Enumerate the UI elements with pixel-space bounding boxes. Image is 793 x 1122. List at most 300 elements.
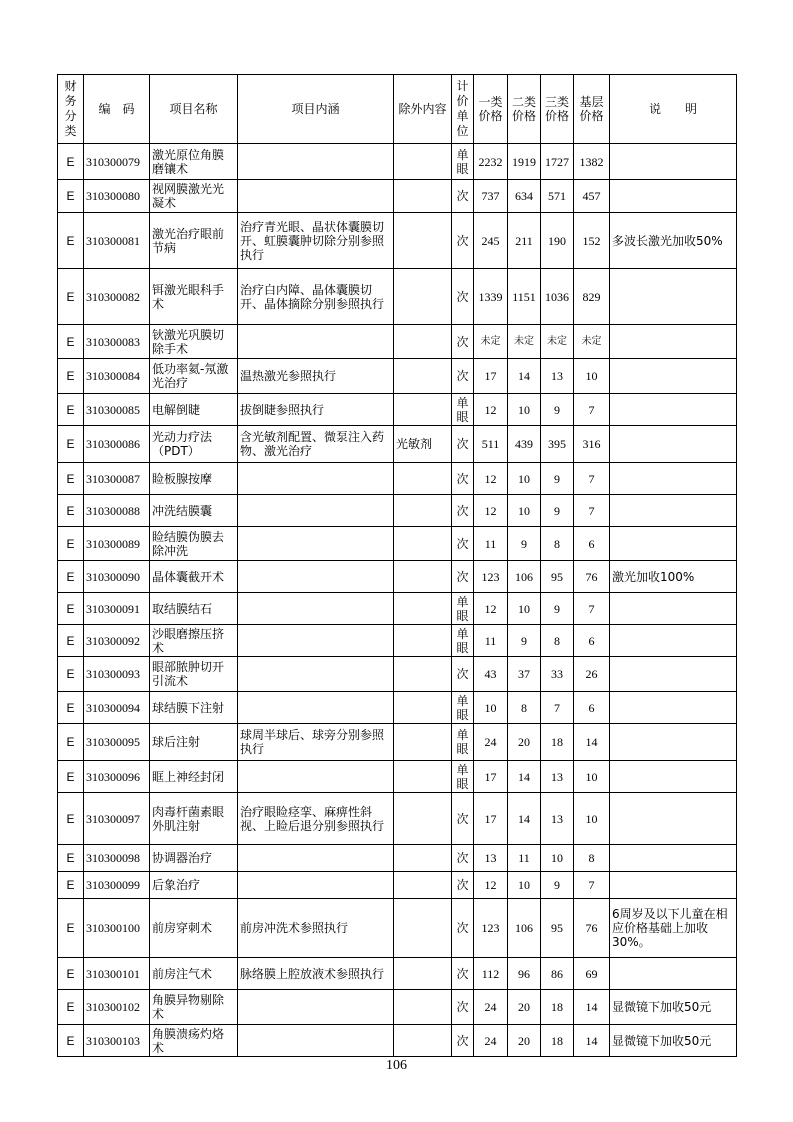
- price-1-cell: 17: [474, 761, 508, 793]
- price-2-cell: 14: [508, 761, 541, 793]
- table-row: [58, 990, 737, 1025]
- price-base-cell: 7: [574, 593, 610, 625]
- category-cell: E: [58, 527, 84, 561]
- table-row: [58, 724, 737, 761]
- content-cell: [238, 593, 394, 625]
- content-cell: 治疗白内障、晶体囊膜切开、晶体摘除分别参照执行: [238, 269, 394, 325]
- excluded-cell: 光敏剂: [394, 426, 452, 463]
- price-base-cell: 14: [574, 724, 610, 761]
- code-cell: 310300081: [84, 213, 150, 269]
- category-cell: E: [58, 561, 84, 593]
- unit-cell: 次: [452, 495, 474, 527]
- price-3-cell: 18: [541, 990, 574, 1025]
- price-1-cell: 17: [474, 793, 508, 845]
- table-row: [58, 180, 737, 213]
- code-cell: 310300100: [84, 899, 150, 958]
- table-row: [58, 144, 737, 180]
- note-cell: 多波长激光加收50%: [610, 213, 737, 269]
- table-row: [58, 958, 737, 990]
- name-cell: 晶体囊截开术: [150, 561, 238, 593]
- header-price-3: 三类价格: [541, 75, 574, 144]
- name-cell: 激光原位角膜磨镶术: [150, 144, 238, 180]
- content-cell: [238, 990, 394, 1025]
- excluded-cell: [394, 359, 452, 394]
- excluded-cell: [394, 269, 452, 325]
- price-1-cell: 123: [474, 561, 508, 593]
- header-category: 财 务 分 类: [58, 75, 84, 144]
- excluded-cell: [394, 1025, 452, 1057]
- price-2-cell: 439: [508, 426, 541, 463]
- price-2-cell: 634: [508, 180, 541, 213]
- content-cell: [238, 761, 394, 793]
- code-cell: 310300094: [84, 692, 150, 724]
- category-cell: E: [58, 657, 84, 692]
- code-cell: 310300103: [84, 1025, 150, 1057]
- price-2-cell: 20: [508, 724, 541, 761]
- price-1-cell: 2232: [474, 144, 508, 180]
- price-1-cell: 未定: [474, 325, 508, 359]
- price-1-cell: 12: [474, 463, 508, 495]
- price-base-cell: 10: [574, 761, 610, 793]
- content-cell: [238, 625, 394, 657]
- unit-cell: 次: [452, 657, 474, 692]
- price-1-cell: 123: [474, 899, 508, 958]
- table-row: [58, 793, 737, 845]
- table-row: [58, 761, 737, 793]
- category-cell: E: [58, 269, 84, 325]
- category-cell: E: [58, 990, 84, 1025]
- price-3-cell: 9: [541, 495, 574, 527]
- unit-cell: 次: [452, 1025, 474, 1057]
- table-row: [58, 872, 737, 899]
- excluded-cell: [394, 845, 452, 872]
- page-number: 106: [386, 1058, 407, 1073]
- code-cell: 310300096: [84, 761, 150, 793]
- price-2-cell: 10: [508, 593, 541, 625]
- note-cell: [610, 761, 737, 793]
- unit-cell: 次: [452, 527, 474, 561]
- excluded-cell: [394, 325, 452, 359]
- category-cell: E: [58, 593, 84, 625]
- category-cell: E: [58, 793, 84, 845]
- category-cell: E: [58, 144, 84, 180]
- price-3-cell: 190: [541, 213, 574, 269]
- price-base-cell: 10: [574, 793, 610, 845]
- name-cell: 角膜异物剔除术: [150, 990, 238, 1025]
- name-cell: 眼部脓肿切开引流术: [150, 657, 238, 692]
- price-3-cell: 1727: [541, 144, 574, 180]
- price-1-cell: 13: [474, 845, 508, 872]
- note-cell: [610, 724, 737, 761]
- price-base-cell: 457: [574, 180, 610, 213]
- content-cell: [238, 872, 394, 899]
- note-cell: 显微镜下加收50元: [610, 990, 737, 1025]
- price-1-cell: 43: [474, 657, 508, 692]
- header-unit: 计 价 单 位: [452, 75, 474, 144]
- excluded-cell: [394, 144, 452, 180]
- excluded-cell: [394, 761, 452, 793]
- price-2-cell: 20: [508, 1025, 541, 1057]
- price-2-cell: 10: [508, 495, 541, 527]
- price-base-cell: 6: [574, 692, 610, 724]
- content-cell: 前房冲洗术参照执行: [238, 899, 394, 958]
- price-1-cell: 11: [474, 625, 508, 657]
- code-cell: 310300089: [84, 527, 150, 561]
- code-cell: 310300092: [84, 625, 150, 657]
- content-cell: [238, 144, 394, 180]
- price-3-cell: 9: [541, 394, 574, 426]
- price-1-cell: 12: [474, 593, 508, 625]
- price-2-cell: 211: [508, 213, 541, 269]
- code-cell: 310300087: [84, 463, 150, 495]
- name-cell: 铒激光眼科手术: [150, 269, 238, 325]
- excluded-cell: [394, 495, 452, 527]
- category-cell: E: [58, 692, 84, 724]
- table-row: [58, 426, 737, 463]
- unit-cell: 次: [452, 872, 474, 899]
- code-cell: 310300079: [84, 144, 150, 180]
- name-cell: 钬激光巩膜切除手术: [150, 325, 238, 359]
- name-cell: 睑结膜伪膜去除冲洗: [150, 527, 238, 561]
- code-cell: 310300085: [84, 394, 150, 426]
- price-2-cell: 37: [508, 657, 541, 692]
- price-3-cell: 未定: [541, 325, 574, 359]
- price-2-cell: 10: [508, 872, 541, 899]
- note-cell: 显微镜下加收50元: [610, 1025, 737, 1057]
- price-1-cell: 12: [474, 495, 508, 527]
- table-row: [58, 394, 737, 426]
- price-1-cell: 11: [474, 527, 508, 561]
- unit-cell: 单眼: [452, 692, 474, 724]
- excluded-cell: [394, 180, 452, 213]
- unit-cell: 次: [452, 463, 474, 495]
- unit-cell: 次: [452, 958, 474, 990]
- excluded-cell: [394, 527, 452, 561]
- name-cell: 前房穿刺术: [150, 899, 238, 958]
- unit-cell: 单眼: [452, 761, 474, 793]
- header-code: 编 码: [84, 75, 150, 144]
- note-cell: [610, 426, 737, 463]
- price-3-cell: 13: [541, 359, 574, 394]
- price-1-cell: 737: [474, 180, 508, 213]
- note-cell: [610, 692, 737, 724]
- code-cell: 310300098: [84, 845, 150, 872]
- fee-table: [57, 74, 737, 1057]
- price-base-cell: 7: [574, 495, 610, 527]
- unit-cell: 单眼: [452, 625, 474, 657]
- name-cell: 电解倒睫: [150, 394, 238, 426]
- price-3-cell: 33: [541, 657, 574, 692]
- excluded-cell: [394, 899, 452, 958]
- price-base-cell: 76: [574, 899, 610, 958]
- price-3-cell: 395: [541, 426, 574, 463]
- header-content: 项目内涵: [238, 75, 394, 144]
- price-3-cell: 8: [541, 625, 574, 657]
- name-cell: 角膜溃疡灼烙术: [150, 1025, 238, 1057]
- content-cell: 温热激光参照执行: [238, 359, 394, 394]
- content-cell: 球周半球后、球旁分别参照执行: [238, 724, 394, 761]
- price-1-cell: 245: [474, 213, 508, 269]
- category-cell: E: [58, 1025, 84, 1057]
- price-3-cell: 95: [541, 561, 574, 593]
- table-row: [58, 625, 737, 657]
- table-row: [58, 495, 737, 527]
- content-cell: [238, 1025, 394, 1057]
- note-cell: [610, 625, 737, 657]
- price-2-cell: 10: [508, 394, 541, 426]
- price-base-cell: 26: [574, 657, 610, 692]
- unit-cell: 单眼: [452, 144, 474, 180]
- header-excluded: 除外内容: [394, 75, 452, 144]
- code-cell: 310300084: [84, 359, 150, 394]
- price-2-cell: 11: [508, 845, 541, 872]
- unit-cell: 次: [452, 990, 474, 1025]
- price-base-cell: 1382: [574, 144, 610, 180]
- price-1-cell: 1339: [474, 269, 508, 325]
- price-base-cell: 10: [574, 359, 610, 394]
- unit-cell: 单眼: [452, 724, 474, 761]
- price-1-cell: 24: [474, 1025, 508, 1057]
- name-cell: 激光治疗眼前节病: [150, 213, 238, 269]
- price-base-cell: 未定: [574, 325, 610, 359]
- price-base-cell: 69: [574, 958, 610, 990]
- header-note: 说 明: [610, 75, 737, 144]
- code-cell: 310300080: [84, 180, 150, 213]
- price-base-cell: 14: [574, 1025, 610, 1057]
- excluded-cell: [394, 394, 452, 426]
- name-cell: 球结膜下注射: [150, 692, 238, 724]
- category-cell: E: [58, 958, 84, 990]
- price-base-cell: 6: [574, 527, 610, 561]
- table-row: [58, 527, 737, 561]
- name-cell: 前房注气术: [150, 958, 238, 990]
- note-cell: [610, 144, 737, 180]
- table-row: [58, 899, 737, 958]
- name-cell: 沙眼磨擦压挤术: [150, 625, 238, 657]
- category-cell: E: [58, 325, 84, 359]
- note-cell: [610, 269, 737, 325]
- name-cell: 冲洗结膜囊: [150, 495, 238, 527]
- code-cell: 310300097: [84, 793, 150, 845]
- price-1-cell: 17: [474, 359, 508, 394]
- table-row: [58, 463, 737, 495]
- unit-cell: 次: [452, 269, 474, 325]
- price-3-cell: 13: [541, 761, 574, 793]
- price-3-cell: 10: [541, 845, 574, 872]
- table-row: [58, 359, 737, 394]
- price-3-cell: 1036: [541, 269, 574, 325]
- content-cell: [238, 845, 394, 872]
- excluded-cell: [394, 958, 452, 990]
- table-row: [58, 269, 737, 325]
- note-cell: [610, 872, 737, 899]
- note-cell: [610, 359, 737, 394]
- name-cell: 睑板腺按摩: [150, 463, 238, 495]
- unit-cell: 次: [452, 213, 474, 269]
- unit-cell: 次: [452, 899, 474, 958]
- unit-cell: 单眼: [452, 593, 474, 625]
- price-1-cell: 511: [474, 426, 508, 463]
- unit-cell: 次: [452, 426, 474, 463]
- name-cell: 视网膜激光光凝术: [150, 180, 238, 213]
- price-2-cell: 106: [508, 899, 541, 958]
- content-cell: 拔倒睫参照执行: [238, 394, 394, 426]
- header-price-base: 基层价格: [574, 75, 610, 144]
- category-cell: E: [58, 899, 84, 958]
- note-cell: 6周岁及以下儿童在相应价格基础上加收30%。: [610, 899, 737, 958]
- unit-cell: 次: [452, 359, 474, 394]
- price-1-cell: 112: [474, 958, 508, 990]
- price-1-cell: 24: [474, 724, 508, 761]
- price-3-cell: 18: [541, 1025, 574, 1057]
- unit-cell: 次: [452, 561, 474, 593]
- price-2-cell: 14: [508, 793, 541, 845]
- excluded-cell: [394, 692, 452, 724]
- category-cell: E: [58, 495, 84, 527]
- price-2-cell: 1919: [508, 144, 541, 180]
- price-3-cell: 9: [541, 463, 574, 495]
- excluded-cell: [394, 625, 452, 657]
- category-cell: E: [58, 724, 84, 761]
- header-row: [58, 75, 737, 144]
- table-row: [58, 561, 737, 593]
- unit-cell: 单眼: [452, 394, 474, 426]
- note-cell: [610, 463, 737, 495]
- content-cell: [238, 561, 394, 593]
- name-cell: 光动力疗法（PDT）: [150, 426, 238, 463]
- price-3-cell: 9: [541, 593, 574, 625]
- unit-cell: 次: [452, 845, 474, 872]
- table-body: [58, 144, 737, 1057]
- price-1-cell: 24: [474, 990, 508, 1025]
- excluded-cell: [394, 593, 452, 625]
- price-2-cell: 106: [508, 561, 541, 593]
- excluded-cell: [394, 872, 452, 899]
- category-cell: E: [58, 761, 84, 793]
- unit-cell: 次: [452, 325, 474, 359]
- table-row: [58, 692, 737, 724]
- content-cell: [238, 657, 394, 692]
- price-base-cell: 7: [574, 463, 610, 495]
- price-2-cell: 9: [508, 625, 541, 657]
- note-cell: [610, 527, 737, 561]
- content-cell: [238, 495, 394, 527]
- content-cell: 治疗青光眼、晶状体囊膜切开、虹膜囊肿切除分别参照执行: [238, 213, 394, 269]
- price-base-cell: 14: [574, 990, 610, 1025]
- excluded-cell: [394, 561, 452, 593]
- content-cell: 治疗眼睑痉挛、麻痹性斜视、上睑后退分别参照执行: [238, 793, 394, 845]
- price-base-cell: 6: [574, 625, 610, 657]
- note-cell: [610, 325, 737, 359]
- content-cell: [238, 527, 394, 561]
- note-cell: [610, 394, 737, 426]
- price-3-cell: 9: [541, 872, 574, 899]
- unit-cell: 次: [452, 793, 474, 845]
- price-base-cell: 7: [574, 394, 610, 426]
- content-cell: 脉络膜上腔放液术参照执行: [238, 958, 394, 990]
- category-cell: E: [58, 845, 84, 872]
- price-base-cell: 7: [574, 872, 610, 899]
- note-cell: [610, 180, 737, 213]
- category-cell: E: [58, 359, 84, 394]
- table-row: [58, 213, 737, 269]
- content-cell: [238, 463, 394, 495]
- price-3-cell: 7: [541, 692, 574, 724]
- price-2-cell: 9: [508, 527, 541, 561]
- name-cell: 协调器治疗: [150, 845, 238, 872]
- price-1-cell: 12: [474, 394, 508, 426]
- code-cell: 310300095: [84, 724, 150, 761]
- price-2-cell: 10: [508, 463, 541, 495]
- category-cell: E: [58, 426, 84, 463]
- note-cell: 激光加收100%: [610, 561, 737, 593]
- code-cell: 310300090: [84, 561, 150, 593]
- category-cell: E: [58, 625, 84, 657]
- excluded-cell: [394, 793, 452, 845]
- category-cell: E: [58, 213, 84, 269]
- code-cell: 310300093: [84, 657, 150, 692]
- code-cell: 310300101: [84, 958, 150, 990]
- code-cell: 310300088: [84, 495, 150, 527]
- price-2-cell: 20: [508, 990, 541, 1025]
- table-row: [58, 1025, 737, 1057]
- table-row: [58, 845, 737, 872]
- unit-cell: 次: [452, 180, 474, 213]
- price-2-cell: 8: [508, 692, 541, 724]
- code-cell: 310300102: [84, 990, 150, 1025]
- category-cell: E: [58, 463, 84, 495]
- code-cell: 310300082: [84, 269, 150, 325]
- code-cell: 310300091: [84, 593, 150, 625]
- price-base-cell: 76: [574, 561, 610, 593]
- note-cell: [610, 495, 737, 527]
- name-cell: 取结膜结石: [150, 593, 238, 625]
- content-cell: [238, 325, 394, 359]
- excluded-cell: [394, 657, 452, 692]
- code-cell: 310300099: [84, 872, 150, 899]
- header-price-1: 一类价格: [474, 75, 508, 144]
- price-2-cell: 14: [508, 359, 541, 394]
- excluded-cell: [394, 724, 452, 761]
- code-cell: 310300086: [84, 426, 150, 463]
- name-cell: 后象治疗: [150, 872, 238, 899]
- category-cell: E: [58, 872, 84, 899]
- price-1-cell: 12: [474, 872, 508, 899]
- price-3-cell: 18: [541, 724, 574, 761]
- content-cell: [238, 180, 394, 213]
- header-price-2: 二类价格: [508, 75, 541, 144]
- note-cell: [610, 845, 737, 872]
- price-base-cell: 316: [574, 426, 610, 463]
- category-cell: E: [58, 394, 84, 426]
- name-cell: 球后注射: [150, 724, 238, 761]
- table-row: [58, 657, 737, 692]
- excluded-cell: [394, 463, 452, 495]
- price-3-cell: 571: [541, 180, 574, 213]
- name-cell: 肉毒杆菌素眼外肌注射: [150, 793, 238, 845]
- price-2-cell: 1151: [508, 269, 541, 325]
- price-base-cell: 829: [574, 269, 610, 325]
- header-name: 项目名称: [150, 75, 238, 144]
- price-base-cell: 8: [574, 845, 610, 872]
- category-cell: E: [58, 180, 84, 213]
- price-2-cell: 96: [508, 958, 541, 990]
- name-cell: 眶上神经封闭: [150, 761, 238, 793]
- excluded-cell: [394, 213, 452, 269]
- table-row: [58, 593, 737, 625]
- content-cell: [238, 692, 394, 724]
- price-2-cell: 未定: [508, 325, 541, 359]
